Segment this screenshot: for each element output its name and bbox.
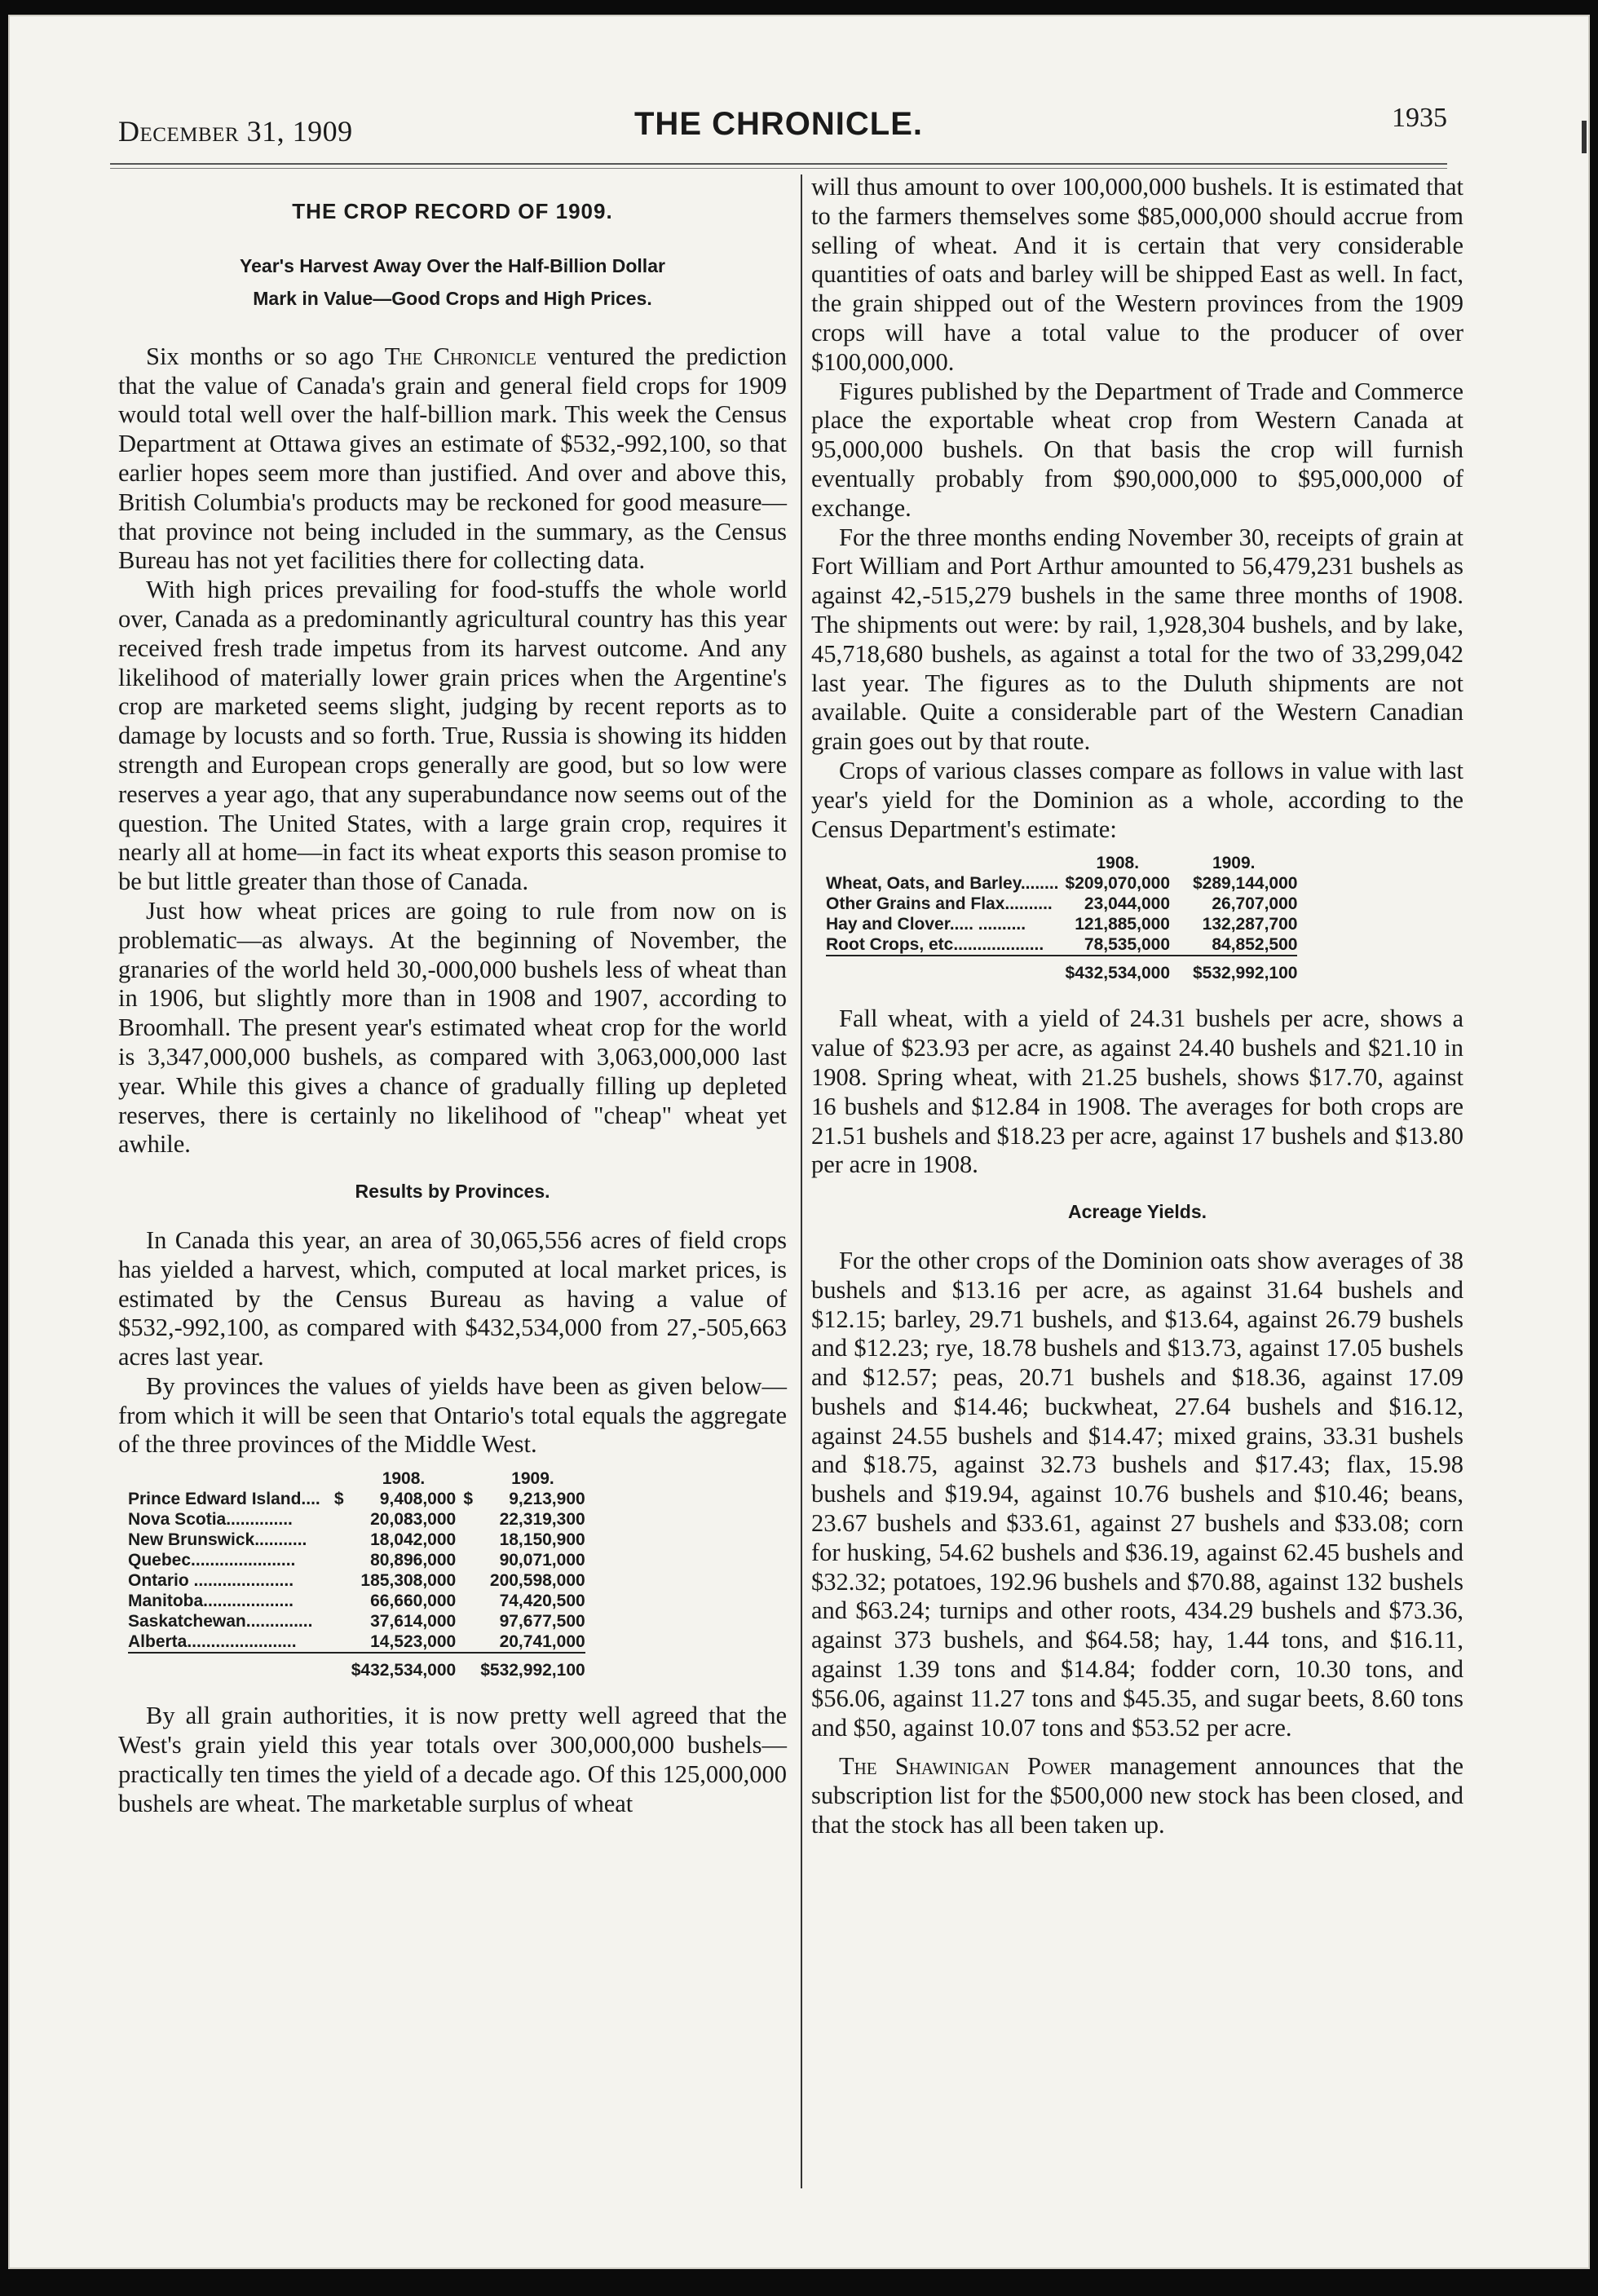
value-1909: 18,150,900 <box>499 1530 585 1550</box>
currency-symbol <box>327 1530 351 1550</box>
currency-symbol <box>456 1570 480 1591</box>
total-1909: $532,992,100 <box>480 1653 585 1680</box>
subtitle-line-1: Year's Harvest Away Over the Half-Billion Dollar <box>240 254 665 276</box>
value-1909: 90,071,000 <box>499 1551 585 1570</box>
value-1909: 74,420,500 <box>499 1592 585 1611</box>
paragraph-1-lead: Six months or so ago <box>146 342 385 370</box>
table-row <box>826 873 1297 894</box>
table-row <box>128 1570 585 1591</box>
province-name: Ontario ..................... <box>128 1571 294 1591</box>
value-1909: 200,598,000 <box>489 1571 585 1591</box>
paragraph-12: For the other crops of the Dominion oats show averages of 38 bushels and $13.16 per acre, as against 31.64 bushels and $12.15; barley, 29.71 bushels, and $13.64, against 26.79 bushels and $12.23; rye, 18.78 bushels and $13.73, against 17.05 bushels and $12.57; peas, 20.71 bushels and $18.36, against 17.09 bushels and $14.46; buckwheat, 27.64 bushels and $16.12, against 24.55 bushels and $14.47; mixed grains, 33.31 bushels and $18.75, against 32.73 bushels and $17.43; flax, 15.98 bushels and $19.94, against 10.76 bushels and $10.46; beans, 23.67 bushels and $33.61, against 27 bushels and $33.08; corn for husking, 54.62 bushels and $36.19, against 62.45 bushels and $32.32; potatoes, 192.96 bushels and $70.88, against 132 bushels and $63.24; turnips and other roots, 434.29 bushels and $73.36, against 373 bushels, and $64.58; hay, 1.44 tons, and $16.11, against 1.39 tons and $14.84; fodder corn, 10.30 tons, and $56.06, against 11.27 tons and $45.35, and sugar beets, 8.60 tons and $50, against 10.07 tons and $53.52 per acre. <box>811 1246 1463 1742</box>
value-1908: 23,044,000 <box>1084 894 1170 914</box>
table-row <box>826 934 1297 956</box>
province-name: Manitoba................... <box>128 1592 294 1611</box>
table-row <box>128 1611 585 1631</box>
table-row <box>128 1530 585 1550</box>
subtitle-line-2: Mark in Value—Good Crops and High Prices. <box>253 287 652 309</box>
value-1909: 26,707,000 <box>1212 894 1298 914</box>
publication-name: The Chronicle <box>384 342 536 370</box>
paragraph-5: By provinces the values of yields have been as given below—from which it will be seen that Ontario's total equals the aggregate of the three provinces of the Middle West. <box>118 1371 787 1459</box>
header-rule-thin <box>110 168 1447 169</box>
value-1909: 22,319,300 <box>499 1510 585 1530</box>
currency-symbol <box>456 1611 480 1631</box>
province-name: Nova Scotia.............. <box>128 1510 293 1530</box>
total-1909: $532,992,100 <box>1170 956 1297 983</box>
province-table-header <box>128 1468 585 1489</box>
paragraph-4: In Canada this year, an area of 30,065,556 acres of field crops has yielded a harvest, which, computed at local market prices, is estimated by the Census Bureau as having a value of $532,-992,100, as compared with $432,534,000 from 27,-505,663 acres last year. <box>118 1225 787 1371</box>
value-1908: 9,408,000 <box>379 1490 457 1509</box>
value-1908: 78,535,000 <box>1084 935 1170 955</box>
province-name: Alberta....................... <box>128 1632 297 1652</box>
value-1908: 37,614,000 <box>370 1612 457 1631</box>
header-rule <box>110 163 1447 165</box>
currency-symbol <box>456 1631 480 1653</box>
value-1908: 18,042,000 <box>370 1530 457 1550</box>
currency-symbol <box>327 1591 351 1611</box>
value-1908: 185,308,000 <box>360 1571 457 1591</box>
currency-symbol <box>327 1631 351 1653</box>
crop-class-name: Root Crops, etc................... <box>826 935 1044 955</box>
section-heading-acreage: Acreage Yields. <box>1067 1201 1207 1223</box>
paragraph-11: Fall wheat, with a yield of 24.31 bushels per acre, shows a value of $23.93 per acre, as against 24.40 bushels and $21.10 in 1908. Spring wheat, with 21.25 bushels, shows $17.70, against 16 bushels and $12.84 in 1908. The averages for both crops are 21.51 bushels and $18.23 per acre, against 17 bushels and $13.80 per acre in 1908. <box>811 1004 1463 1179</box>
header-date: December 31, 1909 <box>118 115 353 148</box>
section-heading-results: Results by Provinces. <box>355 1181 550 1203</box>
table-row <box>128 1591 585 1611</box>
value-1908: 14,523,000 <box>370 1632 457 1652</box>
province-name: New Brunswick........... <box>128 1530 307 1550</box>
province-col-1908: 1908. <box>382 1469 426 1489</box>
currency-symbol <box>456 1509 480 1530</box>
table-row <box>128 1509 585 1530</box>
article-title: THE CROP RECORD OF 1909. <box>292 199 613 223</box>
table-row <box>128 1631 585 1653</box>
currency-symbol <box>456 1530 480 1550</box>
right-column <box>811 173 1463 1840</box>
value-1908: 20,083,000 <box>370 1510 457 1530</box>
paragraph-7: will thus amount to over 100,000,000 bushels. It is estimated that to the farmers themselves some $85,000,000 should accrue from selling of wheat. And it is certain that very considerable quantities of oats and barley will be shipped East as well. In fact, the grain shipped out of the Western provinces from the 1909 crops will have a total value to the producer of over $100,000,000. <box>811 173 1463 376</box>
article-subtitle <box>118 249 787 315</box>
value-1909: 97,677,500 <box>499 1612 585 1631</box>
paragraph-10: Crops of various classes compare as follows in value with last year's yield for the Dominion as a whole, according to the Census Department's estimate: <box>811 756 1463 843</box>
column-divider <box>801 174 802 2188</box>
crop-class-name: Hay and Clover..... .......... <box>826 915 1026 934</box>
province-col-1909: 1909. <box>511 1469 554 1489</box>
currency-symbol <box>456 1591 480 1611</box>
total-1908: $432,534,000 <box>1066 956 1170 983</box>
province-name: Quebec...................... <box>128 1551 296 1570</box>
value-1908: $209,070,000 <box>1065 874 1170 894</box>
header-page-number: 1935 <box>1392 103 1447 133</box>
currency-symbol <box>327 1570 351 1591</box>
currency-symbol: $ <box>333 1490 344 1509</box>
province-total-row <box>128 1653 585 1680</box>
paragraph-1 <box>118 342 787 576</box>
currency-symbol <box>456 1550 480 1570</box>
header-title: THE CHRONICLE. <box>634 106 923 142</box>
value-1909: 20,741,000 <box>499 1632 585 1652</box>
paragraph-13 <box>811 1752 1463 1839</box>
value-1909: 84,852,500 <box>1212 935 1298 955</box>
crop-class-name: Other Grains and Flax.......... <box>826 894 1053 914</box>
paragraph-13-body: management announces that the subscription list for the $500,000 new stock has been closed, and that the stock has all been taken up. <box>811 1752 1463 1839</box>
crops-total-row <box>826 956 1297 983</box>
value-1908: 66,660,000 <box>370 1592 457 1611</box>
province-name: Prince Edward Island.... <box>128 1490 320 1509</box>
crops-table <box>826 852 1297 983</box>
crops-col-1909: 1909. <box>1212 854 1256 873</box>
value-1909: 132,287,700 <box>1202 915 1298 934</box>
currency-symbol: $ <box>463 1490 474 1509</box>
currency-symbol <box>327 1550 351 1570</box>
page-edge-mark <box>1582 121 1587 153</box>
currency-symbol <box>327 1611 351 1631</box>
table-row <box>826 914 1297 934</box>
table-row <box>128 1550 585 1570</box>
crops-col-1908: 1908. <box>1096 854 1140 873</box>
paragraph-2: With high prices prevailing for food-stuffs the whole world over, Canada as a predominantly agricultural country has this year received fresh trade impetus from its harvest outcome. And any likelihood of materially lower grain prices when the Argentine's crop are marketed seems slight, judging by recent reports as to damage by locusts and so forth. True, Russia is showing its hidden strength and European crops generally are good, but so low were reserves a year ago, that any superabundance now seems out of the question. The United States, with a large grain crop, requires it nearly all at home—in fact its wheat exports this season promise to be but little greater than those of Canada. <box>118 576 787 896</box>
value-1908: 121,885,000 <box>1075 915 1170 934</box>
value-1909: $289,144,000 <box>1193 874 1298 894</box>
province-name: Saskatchewan.............. <box>128 1612 313 1631</box>
currency-symbol <box>327 1509 351 1530</box>
province-table <box>128 1468 585 1680</box>
value-1908: 80,896,000 <box>370 1551 457 1570</box>
left-column <box>118 181 787 1818</box>
table-row <box>826 894 1297 914</box>
table-row <box>128 1489 585 1509</box>
total-1908: $432,534,000 <box>351 1653 456 1680</box>
paragraph-9: For the three months ending November 30, receipts of grain at Fort William and Port Arthur amounted to 56,479,231 bushels as against 42,-515,279 bushels in the same three months of 1908. The shipments out were: by rail, 1,928,304 bushels, and by lake, 45,718,680 bushels, as against a total for the two of 33,299,042 last year. The figures as to the Duluth shipments are not available. Quite a considerable part of the Western Canadian grain goes out by that route. <box>811 523 1463 756</box>
paragraph-6: By all grain authorities, it is now pretty well agreed that the West's grain yield this year totals over 300,000,000 bushels—practically ten times the yield of a decade ago. Of this 125,000,000 bushels are wheat. The marketable surplus of wheat <box>118 1702 787 1817</box>
crop-class-name: Wheat, Oats, and Barley........ <box>826 874 1059 894</box>
company-name: The Shawinigan Power <box>839 1752 1092 1781</box>
paragraph-3: Just how wheat prices are going to rule from now on is problematic—as always. At the beginning of November, the granaries of the world held 30,-000,000 bushels less of wheat than in 1906, but slightly more than in 1908 and 1907, according to Broomhall. The present year's estimated wheat crop for the world is 3,347,000,000 bushels, as compared with 3,063,000,000 last year. While this gives a chance of gradually filling up depleted reserves, there is certainly no likelihood of "cheap" wheat yet awhile. <box>118 896 787 1159</box>
paragraph-8: Figures published by the Department of Trade and Commerce place the exportable wheat crop from Western Canada at 95,000,000 bushels. On that basis the crop will furnish eventually probably from $90,000,000 to $95,000,000 of exchange. <box>811 377 1463 522</box>
page-header <box>110 90 1447 147</box>
crops-table-header <box>826 852 1297 873</box>
paragraph-1-body: ventured the prediction that the value of Canada's grain and general field crops for 1909 would total well over the half-billion mark. This week the Census Department at Ottawa gives an estimate of $532,-992,100, so that earlier hopes seem more than justified. And over and above this, British Columbia's products may be reckoned for good measure—that province not being included in the summary, as the Census Bureau has not yet facilities there for collecting data. <box>118 342 787 575</box>
value-1909: 9,213,900 <box>509 1490 585 1509</box>
